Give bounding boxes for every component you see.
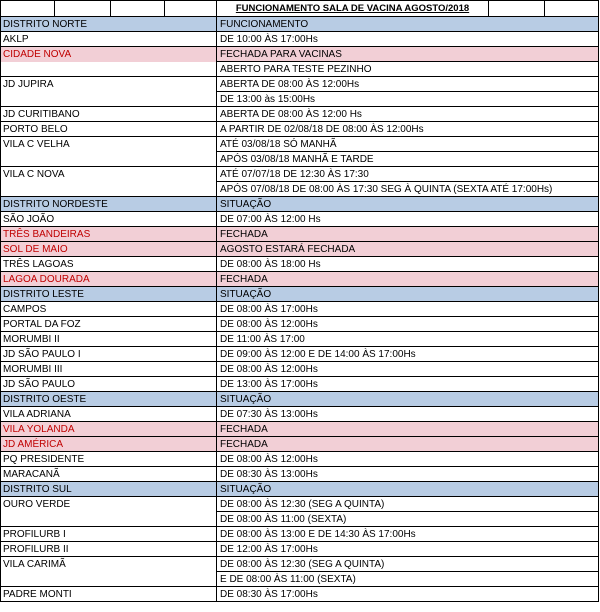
unit-name: VILA ADRIANA <box>1 407 217 422</box>
schedule-text: DE 08:30 ÀS 13:00Hs <box>217 467 599 482</box>
unit-name: TRÊS BANDEIRAS <box>1 227 217 242</box>
empty-cell <box>55 1 111 17</box>
unit-row <box>1 227 599 242</box>
unit-name <box>1 62 217 77</box>
unit-name: VILA YOLANDA <box>1 422 217 437</box>
status-header: FUNCIONAMENTO <box>217 17 599 32</box>
unit-row <box>1 212 599 227</box>
unit-name: MORUMBI III <box>1 362 217 377</box>
status-header: SITUAÇÃO <box>217 197 599 212</box>
schedule-text: ABERTA DE 08:00 ÀS 12:00Hs <box>217 77 599 92</box>
unit-name: PQ PRESIDENTE <box>1 452 217 467</box>
status-header: SITUAÇÃO <box>217 287 599 302</box>
unit-row <box>1 467 599 482</box>
unit-row <box>1 167 599 182</box>
unit-row <box>1 587 599 602</box>
schedule-text: DE 07:30 ÀS 13:00Hs <box>217 407 599 422</box>
schedule-text: DE 08:00 ÀS 17:00Hs <box>217 302 599 317</box>
empty-cell <box>165 1 217 17</box>
schedule-text: ATÉ 07/07/18 DE 12:30 ÀS 17:30 <box>217 167 599 182</box>
schedule-text: ABERTO PARA TESTE PEZINHO <box>217 62 599 77</box>
schedule-text: DE 08:00 ÀS 12:00Hs <box>217 452 599 467</box>
schedule-text: APÓS 03/08/18 MANHÃ E TARDE <box>217 152 599 167</box>
district-name: DISTRITO LESTE <box>1 287 217 302</box>
schedule-text: DE 08:00 ÀS 18:00 Hs <box>217 257 599 272</box>
unit-row <box>1 422 599 437</box>
unit-row <box>1 107 599 122</box>
empty-cell <box>489 1 545 17</box>
unit-row <box>1 137 599 152</box>
schedule-text: DE 08:00 ÀS 11:00 (SEXTA) <box>217 512 599 527</box>
unit-row <box>1 437 599 452</box>
unit-name: PORTO BELO <box>1 122 217 137</box>
schedule-text: A PARTIR DE 02/08/18 DE 08:00 ÀS 12:00Hs <box>217 122 599 137</box>
unit-name: PORTAL DA FOZ <box>1 317 217 332</box>
schedule-text: DE 08:00 ÀS 13:00 E DE 14:30 ÀS 17:00Hs <box>217 527 599 542</box>
unit-row <box>1 542 599 557</box>
sheet-title: FUNCIONAMENTO SALA DE VACINA AGOSTO/2018 <box>217 1 489 17</box>
unit-row <box>1 362 599 377</box>
unit-name: VILA C VELHA <box>1 137 217 152</box>
unit-row <box>1 242 599 257</box>
unit-name: CIDADE NOVA <box>1 47 217 62</box>
unit-name: MARACANÃ <box>1 467 217 482</box>
status-header: SITUAÇÃO <box>217 392 599 407</box>
district-name: DISTRITO NORTE <box>1 17 217 32</box>
unit-name: AKLP <box>1 32 217 47</box>
district-header-row <box>1 482 599 497</box>
continuation-row <box>1 182 599 197</box>
unit-name: JD CURITIBANO <box>1 107 217 122</box>
unit-name: JD SÃO PAULO <box>1 377 217 392</box>
unit-name: JD AMÉRICA <box>1 437 217 452</box>
unit-row <box>1 497 599 512</box>
schedule-text: DE 09:00 ÀS 12:00 E DE 14:00 ÀS 17:00Hs <box>217 347 599 362</box>
unit-name: MORUMBI II <box>1 332 217 347</box>
schedule-text: FECHADA <box>217 422 599 437</box>
unit-row <box>1 407 599 422</box>
district-name: DISTRITO NORDESTE <box>1 197 217 212</box>
schedule-text: DE 08:00 ÀS 12:00Hs <box>217 362 599 377</box>
schedule-text: DE 11:00 ÀS 17:00 <box>217 332 599 347</box>
unit-name <box>1 182 217 197</box>
unit-row <box>1 377 599 392</box>
district-header-row <box>1 287 599 302</box>
unit-name: PADRE MONTI <box>1 587 217 602</box>
schedule-text: DE 13:00 ÀS 17:00Hs <box>217 377 599 392</box>
schedule-text: FECHADA <box>217 227 599 242</box>
unit-row <box>1 257 599 272</box>
schedule-text: DE 12:00 ÀS 17:00Hs <box>217 542 599 557</box>
schedule-text: DE 08:00 ÀS 12:00Hs <box>217 317 599 332</box>
schedule-text: DE 10:00 ÀS 17:00Hs <box>217 32 599 47</box>
continuation-row <box>1 512 599 527</box>
unit-name: SÃO JOÃO <box>1 212 217 227</box>
unit-name: JD SÃO PAULO I <box>1 347 217 362</box>
schedule-text: DE 08:00 ÀS 12:30 (SEG A QUINTA) <box>217 557 599 572</box>
unit-row <box>1 32 599 47</box>
status-header: SITUAÇÃO <box>217 482 599 497</box>
district-header-row <box>1 17 599 32</box>
district-name: DISTRITO OESTE <box>1 392 217 407</box>
unit-row <box>1 347 599 362</box>
schedule-text: DE 13:00 às 15:00Hs <box>217 92 599 107</box>
unit-name: VILA CARIMÃ <box>1 557 217 572</box>
unit-row <box>1 452 599 467</box>
schedule-text: E DE 08:00 ÀS 11:00 (SEXTA) <box>217 572 599 587</box>
unit-name: SOL DE MAIO <box>1 242 217 257</box>
continuation-row <box>1 62 599 77</box>
empty-cell <box>111 1 165 17</box>
unit-row <box>1 557 599 572</box>
unit-name: TRÊS LAGOAS <box>1 257 217 272</box>
district-header-row <box>1 197 599 212</box>
schedule-text: ATÉ 03/08/18 SÓ MANHÃ <box>217 137 599 152</box>
schedule-text: DE 08:30 ÀS 17:00Hs <box>217 587 599 602</box>
unit-name: OURO VERDE <box>1 497 217 512</box>
district-header-row <box>1 392 599 407</box>
continuation-row <box>1 92 599 107</box>
schedule-text: AGOSTO ESTARÁ FECHADA <box>217 242 599 257</box>
unit-row <box>1 332 599 347</box>
unit-row <box>1 77 599 92</box>
unit-name: LAGOA DOURADA <box>1 272 217 287</box>
unit-name: PROFILURB I <box>1 527 217 542</box>
unit-name <box>1 92 217 107</box>
unit-row <box>1 122 599 137</box>
title-row <box>1 1 599 17</box>
continuation-row <box>1 572 599 587</box>
schedule-text: APÓS 07/08/18 DE 08:00 ÀS 17:30 SEG À QUINTA (SEXTA ATÉ 17:00Hs) <box>217 182 599 197</box>
unit-name <box>1 512 217 527</box>
unit-row <box>1 272 599 287</box>
unit-row <box>1 527 599 542</box>
continuation-row <box>1 152 599 167</box>
unit-name <box>1 152 217 167</box>
district-name: DISTRITO SUL <box>1 482 217 497</box>
schedule-text: FECHADA <box>217 437 599 452</box>
unit-name: JD JUPIRA <box>1 77 217 92</box>
unit-row <box>1 47 599 62</box>
schedule-text: DE 07:00 ÀS 12:00 Hs <box>217 212 599 227</box>
empty-cell <box>545 1 599 17</box>
unit-row <box>1 302 599 317</box>
unit-name: PROFILURB II <box>1 542 217 557</box>
empty-cell <box>1 1 55 17</box>
schedule-text: ABERTA DE 08:00 ÀS 12:00 Hs <box>217 107 599 122</box>
schedule-text: FECHADA PARA VACINAS <box>217 47 599 62</box>
unit-row <box>1 317 599 332</box>
unit-name <box>1 572 217 587</box>
schedule-text: DE 08:00 ÀS 12:30 (SEG A QUINTA) <box>217 497 599 512</box>
unit-name: CAMPOS <box>1 302 217 317</box>
schedule-text: FECHADA <box>217 272 599 287</box>
unit-name: VILA C NOVA <box>1 167 217 182</box>
